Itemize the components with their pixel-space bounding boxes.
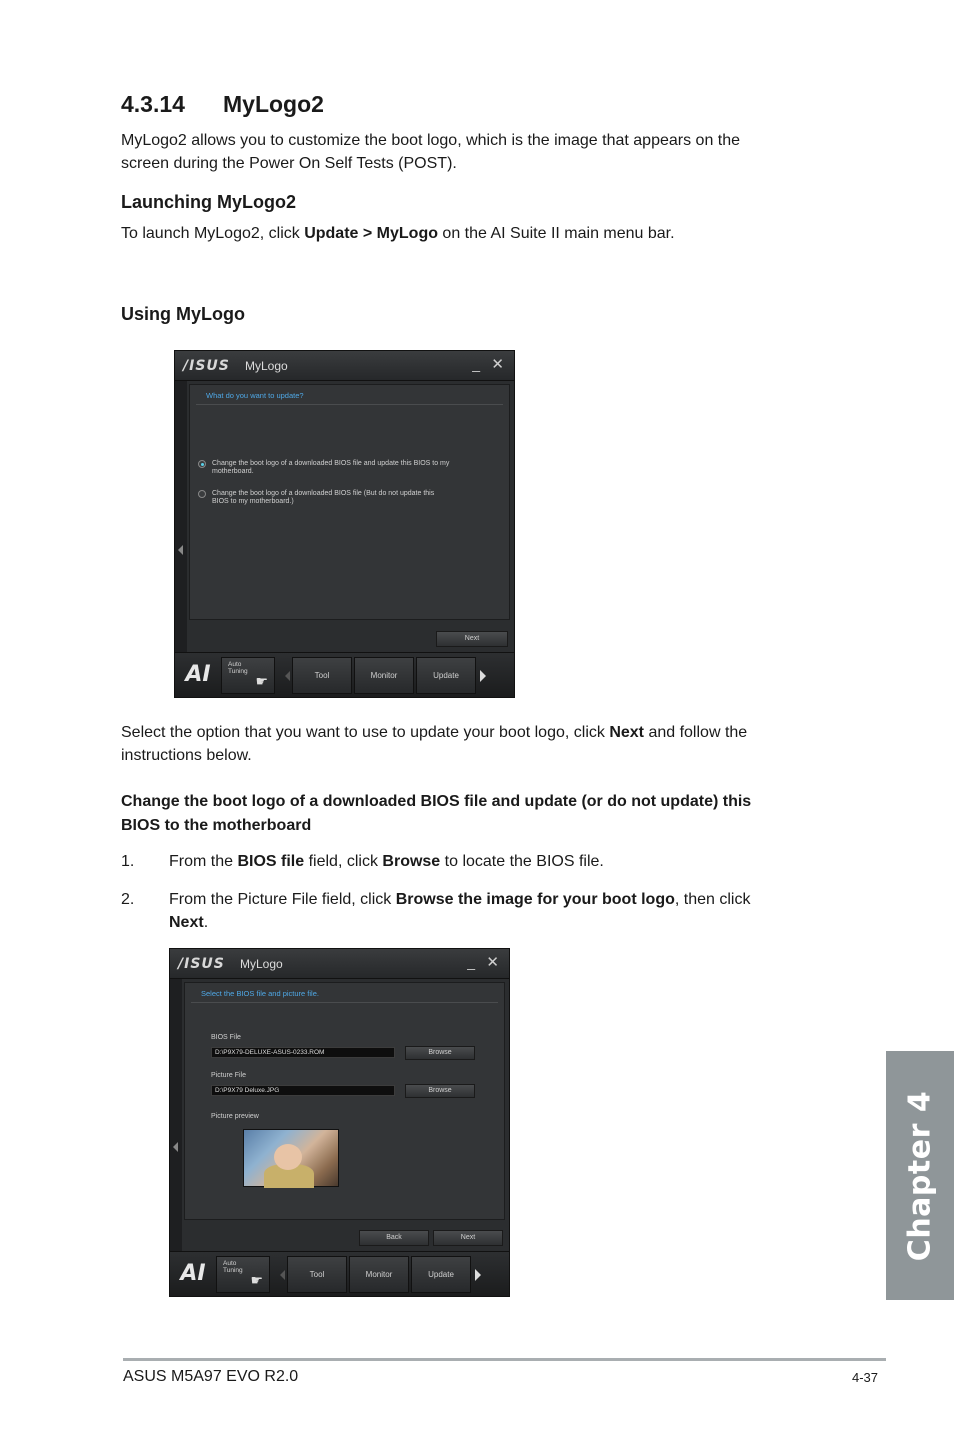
- next-button[interactable]: Next: [436, 631, 508, 647]
- step-1-bold-2: Browse: [382, 853, 441, 870]
- tab-update[interactable]: Update: [411, 1256, 471, 1293]
- step-1-post: to locate the BIOS file.: [440, 853, 604, 870]
- section-heading: [121, 91, 324, 118]
- divider: [191, 1002, 498, 1003]
- window-content: [184, 982, 505, 1241]
- option-no-update-bios[interactable]: [212, 490, 452, 506]
- window-content: [189, 384, 510, 642]
- launching-text-pre: To launch MyLogo2, click: [121, 225, 305, 242]
- step-2-number: 2.: [121, 891, 135, 908]
- nav-left-arrow-icon[interactable]: [285, 671, 290, 681]
- window-titlebar: [175, 351, 514, 381]
- footer-product: ASUS M5A97 EVO R2.0: [123, 1368, 299, 1385]
- close-button[interactable]: ✕: [486, 954, 499, 971]
- step-2-end: .: [203, 914, 209, 931]
- back-button[interactable]: Back: [359, 1230, 429, 1246]
- select-text-bold: Next: [609, 724, 644, 741]
- auto-tuning-button[interactable]: [221, 657, 275, 694]
- change-heading-line-2: BIOS to the motherboard: [121, 817, 312, 834]
- picture-file-label: Picture File: [211, 1072, 247, 1079]
- picture-browse-button[interactable]: Browse: [405, 1084, 475, 1098]
- launching-text-post: on the AI Suite II main menu bar.: [437, 225, 675, 242]
- nav-left-arrow-icon[interactable]: [280, 1270, 285, 1280]
- tab-tool[interactable]: Tool: [287, 1256, 347, 1293]
- auto-tuning-button[interactable]: [216, 1256, 270, 1293]
- mylogo-window-2: [169, 948, 510, 1297]
- tab-update[interactable]: Update: [416, 657, 476, 694]
- step-1-number: 1.: [121, 853, 135, 870]
- select-text-post: and follow the: [644, 724, 748, 741]
- main-menu-bar: [170, 1251, 509, 1296]
- ai-suite-logo[interactable]: AI: [180, 1261, 206, 1286]
- bios-file-label: BIOS File: [211, 1034, 241, 1041]
- step-1-pre: From the: [169, 853, 238, 870]
- select-text-line-2: instructions below.: [121, 747, 252, 764]
- hand-pointer-icon: ☛: [255, 673, 268, 689]
- tab-tool[interactable]: Tool: [292, 657, 352, 694]
- radio-selected-icon[interactable]: [198, 460, 206, 468]
- change-heading-line-1: Change the boot logo of a downloaded BIOS file and update (or do not update) this: [121, 793, 752, 810]
- section-title: MyLogo2: [223, 91, 324, 117]
- asus-logo: /ISUS: [178, 956, 225, 972]
- step-2-pre: From the Picture File field, click: [169, 891, 396, 908]
- hand-pointer-icon: ☛: [250, 1272, 263, 1288]
- step-2-text: [169, 888, 750, 934]
- prompt-text: What do you want to update?: [206, 391, 304, 400]
- bios-browse-button[interactable]: Browse: [405, 1046, 475, 1060]
- minimize-button[interactable]: _: [472, 356, 480, 372]
- ai-suite-logo[interactable]: AI: [185, 662, 211, 687]
- side-panel-toggle[interactable]: [175, 381, 187, 654]
- intro-line-2: screen during the Power On Self Tests (POST).: [121, 155, 457, 172]
- asus-logo: /ISUS: [183, 358, 230, 374]
- divider: [196, 404, 503, 405]
- launching-heading: Launching MyLogo2: [121, 192, 296, 212]
- select-paragraph: [121, 721, 747, 767]
- window-title: MyLogo: [245, 359, 288, 373]
- bios-file-field[interactable]: D:\P9X79-DELUXE-ASUS-0233.ROM: [211, 1047, 395, 1058]
- intro-paragraph: [121, 129, 740, 175]
- close-button[interactable]: ✕: [491, 356, 504, 373]
- tab-monitor[interactable]: Monitor: [354, 657, 414, 694]
- step-1-mid: field, click: [304, 853, 383, 870]
- main-menu-bar: [175, 652, 514, 697]
- footer-divider: [123, 1358, 886, 1361]
- preview-face: [274, 1144, 302, 1170]
- auto-tuning-label: Auto Tuning: [228, 661, 248, 675]
- step-2-bold-1: Browse the image for your boot logo: [395, 891, 675, 908]
- tab-monitor[interactable]: Monitor: [349, 1256, 409, 1293]
- option-update-bios[interactable]: [212, 460, 452, 476]
- mylogo-window-1: [174, 350, 515, 698]
- step-1-text: [169, 850, 604, 873]
- launching-text-bold: Update > MyLogo: [304, 225, 438, 242]
- intro-line-1: MyLogo2 allows you to customize the boot logo, which is the image that appears on the: [121, 132, 741, 149]
- step-2-bold-2: Next: [169, 914, 204, 931]
- window-titlebar: [170, 949, 509, 979]
- footer-page-number: 4-37: [852, 1370, 879, 1385]
- picture-preview-image: [243, 1129, 339, 1187]
- radio-unselected-icon[interactable]: [198, 490, 206, 498]
- picture-preview-label: Picture preview: [211, 1113, 259, 1120]
- option-2-label: Change the boot logo of a downloaded BIOS file (But do not update this BIOS to my motherboard.): [212, 490, 435, 505]
- select-text-pre: Select the option that you want to use to update your boot logo, click: [121, 724, 610, 741]
- section-number: 4.3.14: [121, 91, 185, 117]
- step-2-post: , then click: [674, 891, 751, 908]
- side-panel-toggle[interactable]: [170, 979, 182, 1253]
- minimize-button[interactable]: _: [467, 954, 475, 970]
- step-1-bold-1: BIOS file: [237, 853, 305, 870]
- auto-tuning-label: Auto Tuning: [223, 1260, 243, 1274]
- option-1-label: Change the boot logo of a downloaded BIOS file and update this BIOS to my motherboard.: [212, 460, 450, 475]
- nav-right-arrow-icon[interactable]: [475, 1269, 481, 1281]
- chevron-left-icon: [173, 1142, 178, 1152]
- picture-file-field[interactable]: D:\P9X79 Deluxe.JPG: [211, 1085, 395, 1096]
- window-title: MyLogo: [240, 957, 283, 971]
- launching-text: [121, 222, 675, 245]
- chevron-left-icon: [178, 545, 183, 555]
- chapter-tab: [886, 1051, 954, 1300]
- nav-right-arrow-icon[interactable]: [480, 670, 486, 682]
- chapter-label: Chapter 4: [902, 1090, 938, 1261]
- change-logo-heading: [121, 790, 751, 838]
- next-button[interactable]: Next: [433, 1230, 503, 1246]
- prompt-text: Select the BIOS file and picture file.: [201, 989, 319, 998]
- using-heading: Using MyLogo: [121, 304, 245, 324]
